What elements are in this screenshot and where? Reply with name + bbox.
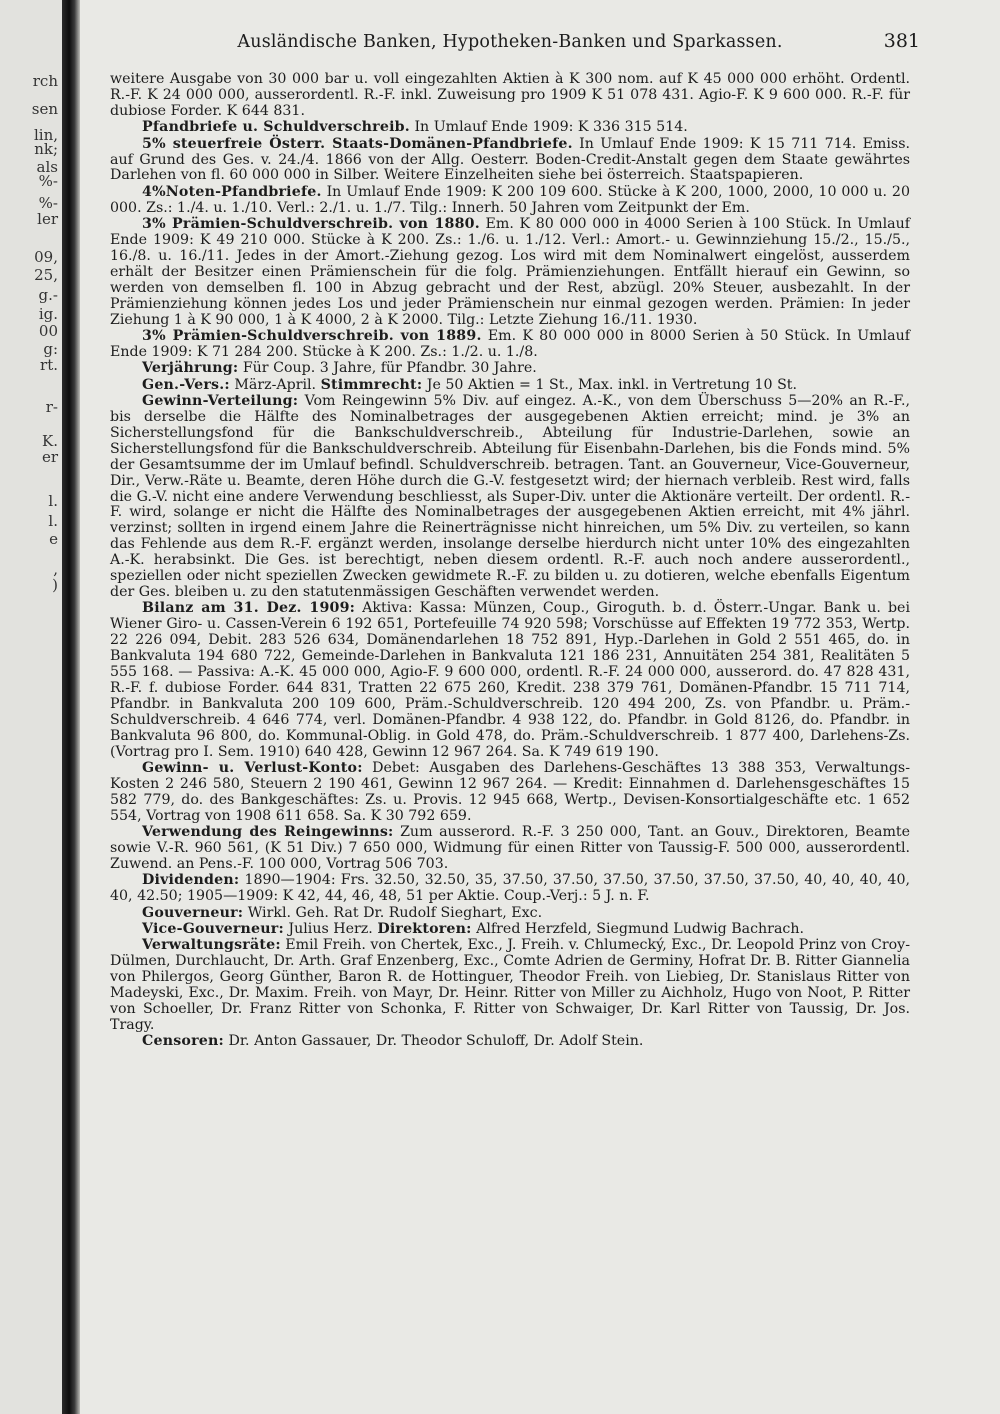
- gutter-fragment: lin,: [33, 126, 58, 144]
- paragraph-text: Wirkl. Geh. Rat Dr. Rudolf Sieghart, Exc.: [243, 904, 543, 921]
- text-paragraph: [110, 906, 910, 922]
- book-binding-shadow: [62, 0, 80, 1414]
- paragraph-text: In Umlauf Ende 1909: K 200 109 600. Stücke à K 200, 1000, 2000, 10 000 u. 20 000. Zs.: 1./4. u. 1./10. Verl.: 2./1. u. 1./7. Tilg.: Innerh. 50 Jahren vom Zeitpunkt der Em.: [110, 183, 910, 216]
- section-heading: Verwendung des Reingewinns:: [142, 824, 394, 841]
- section-heading: 4%Noten-Pfandbriefe.: [142, 183, 322, 200]
- gutter-fragment: ler: [37, 210, 58, 228]
- section-heading: Vice-Gouverneur:: [142, 921, 284, 938]
- text-paragraph: [110, 938, 910, 1033]
- text-paragraph: [110, 361, 910, 377]
- section-heading: Pfandbriefe u. Schuldverschreib.: [142, 119, 410, 136]
- gutter-fragment: l.: [48, 492, 58, 510]
- gutter-fragment: %-: [38, 172, 58, 190]
- section-heading: Gen.-Vers.:: [142, 376, 230, 393]
- paragraph-text: In Umlauf Ende 1909: K 15 711 714. Emiss. auf Grund des Ges. v. 24./4. 1866 von der Allg. Oesterr. Boden-Credit-Anstalt gegen dem Staate gewährtes Darlehen von fl. 60 000 000 in Silber. Weitere Einzelheiten siehe bei österreich. Staatspapieren.: [110, 135, 910, 184]
- paragraph-text: In Umlauf Ende 1909: K 336 315 514.: [409, 119, 688, 136]
- page-header: [100, 30, 920, 60]
- text-paragraph: [110, 329, 910, 361]
- gutter-fragment: er: [41, 448, 58, 466]
- paragraph-text: Je 50 Aktien = 1 St., Max. inkl. in Vertretung 10 St.: [422, 376, 798, 393]
- section-heading: Dividenden:: [142, 872, 240, 889]
- text-paragraph: [110, 394, 910, 601]
- paragraph-text: Em. K 80 000 000 in 4000 Serien à 100 Stück. In Umlauf Ende 1909: K 49 210 000. Stücke à K 200. Zs.: 1./6. u. 1./12. Verl.: Amort.- u. Gewinnziehung 15./2., 15./5., 16./8. u. 16./11. Jedes in der Amort.-Ziehung gezog. Los wird mit dem Nominalwert eingelöst, ausserdem erhält der Besitzer einen Prämienschein für die folg. Prämienziehungen. Entfällt hierauf ein Gewinn, so werden von demselben fl. 100 in Abzug gebracht und der Rest, abzügl. 20% Steuer, ausbezahlt. In der Prämienziehung können jedes Los und jeder Prämienschein nur einmal gezogen werden. Prämien: In jeder Ziehung 1 à K 90 000, 1 à K 4000, 2 à K 2000. Tilg.: Letzte Ziehung 16./11. 1930.: [110, 216, 910, 328]
- paragraph-text: Zum ausserord. R.-F. 3 250 000, Tant. an Gouv., Direktoren, Beamte sowie V.-R. 960 561, (K 51 Div.) 7 650 000, Widmung für einen Ritter von Taussig-F. 500 000, ausserordentl. Zuwend. an Pens.-F. 100 000, Vortrag 506 703.: [110, 824, 911, 872]
- text-paragraph: [110, 120, 910, 136]
- paragraph-text: 1890—1904: Frs. 32.50, 32.50, 35, 37.50, 37.50, 37.50, 37.50, 37.50, 37.50, 40, 40, 40, 40, 40, 42.50; 1905—1909: K 42, 44, 46, 48, 51 per Aktie. Coup.-Verj.: 5 J. n. F.: [110, 872, 910, 905]
- section-heading: Gewinn- u. Verlust-Konto:: [142, 759, 363, 776]
- paragraph-text: Emil Freih. von Chertek, Exc., J. Freih. v. Chlumecký, Exc., Dr. Leopold Prinz von Croy-Dülmen, Durchlaucht, Dr. Arth. Graf Enzenberg, Exc., Comte Adrien de Germiny, Hofrat Dr. B. Ritter Giannelia von Philergos, Georg Günther, Baron R. de Hottinguer, Theodor Freih. von Liebieg, Dr. Stanislaus Ritter von Madeyski, Exc., Dr. Maxim. Freih. von Mayr, Dr. Heinr. Ritter von Miller zu Aichholz, Hugo von Noot, P. Ritter von Schoeller, Dr. Franz Ritter von Schonka, F. Ritter von Schwaiger, Dr. Karl Ritter von Taussig, Dr. Jos. Tragy.: [110, 937, 910, 1033]
- text-paragraph: [110, 72, 910, 120]
- section-heading: Censoren:: [142, 1033, 224, 1050]
- text-paragraph: [110, 137, 910, 185]
- paragraph-text: Vom Reingewinn 5% Div. auf eingez. A.-K., von dem Überschuss 5—20% an R.-F., bis derselbe die Hälfte des Nominalbetrages der ausgegebenen Aktien erreicht; mind. je 3% an Sicherstellungsfond für die Bankschuldverschreib., Abteilung für Industrie-Darlehen, sowie an Sicherstellungsfond für die Bankschuldverschreib. Abteilung für Eisenbahn-Darlehen, bis die Fonds mind. 5% der Gesamtsumme der im Umlauf befindl. Schuldverschreib. betragen. Tant. an Gouverneur, Vice-Gouverneur, Dir., Verw.-Räte u. Beamte, deren Höhe durch die G.-V. festgesetzt wird; der hiernach verbleib. Rest wird, falls die G.-V. nicht eine andere Verwendung beschliesst, als Super-Div. unter die Aktionäre verteilt. Der ordentl. R.-F. wird, solange er nicht die Hälfte des Nominalbetrages der ausgegebenen Aktien erreicht, mit 4% jährl. verzinst; sollten in irgend einem Jahre die Reinerträgnisse nicht hinreichen, um 5% Div. zu verteilen, so kann das Fehlende aus dem R.-F. ergänzt werden, insolange derselbe hierdurch nicht unter 10% des eingezahlten A.-K. herabsinkt. Die Ges. ist berechtigt, neben diesem ordentl. R.-F. auch noch andere ausserordentl., speziellen oder nicht speziellen Zwecken gewidmete R.-F. zu bilden u. zu dotieren, welche ebenfalls Eigentum der Ges. bleiben u. zu den statutenmässigen Geschäften verwendet werden.: [110, 393, 910, 600]
- paragraph-text: März-April.: [229, 376, 321, 393]
- gutter-fragment: g.-: [38, 286, 58, 304]
- gutter-fragment: l.: [48, 512, 58, 530]
- running-title: Ausländische Banken, Hypotheken-Banken und Sparkassen.: [237, 32, 783, 52]
- paragraph-text: weitere Ausgabe von 30 000 bar u. voll eingezahlten Aktien à K 300 nom. auf K 45 000 000 erhöht. Ordentl. R.-F. K 24 000 000, ausserordentl. R.-F. inkl. Zuweisung pro 1909 K 51 078 431. Agio-F. K 9 600 000. R.-F. für dubiose Forder. K 644 831.: [110, 71, 910, 119]
- section-heading: Stimmrecht:: [320, 376, 423, 393]
- gutter-fragment: %-: [38, 194, 58, 212]
- gutter-fragment: ): [52, 576, 58, 594]
- gutter-fragment: nk;: [34, 140, 58, 158]
- section-heading: 5% steuerfreie Österr. Staats-Domänen-Pfandbriefe.: [142, 135, 573, 152]
- section-heading: Direktoren:: [377, 921, 472, 938]
- paragraph-text: Julius Herz.: [283, 921, 378, 938]
- text-paragraph: [110, 185, 910, 217]
- section-heading: 3% Prämien-Schuldverschreib. von 1880.: [142, 216, 480, 233]
- page-body: [110, 72, 910, 1051]
- section-heading: Bilanz am 31. Dez. 1909:: [142, 600, 356, 617]
- section-heading: 3% Prämien-Schuldverschreib. von 1889.: [142, 328, 482, 344]
- gutter-fragment: rt.: [40, 356, 58, 374]
- paragraph-text: Em. K 80 000 000 in 8000 Serien à 50 Stück. In Umlauf Ende 1909: K 71 284 200. Stücke à K 200. Zs.: 1./2. u. 1./8.: [110, 328, 911, 360]
- text-paragraph: [110, 761, 910, 825]
- gutter-fragment: 00: [38, 322, 58, 340]
- section-heading: Verjährung:: [142, 360, 239, 377]
- section-heading: Gewinn-Verteilung:: [142, 393, 299, 410]
- gutter-fragment: ig.: [38, 305, 58, 323]
- text-paragraph: [110, 1034, 910, 1050]
- page-number: 381: [883, 30, 920, 52]
- gutter-fragment: sen: [31, 100, 58, 118]
- gutter-fragment: 09,: [34, 248, 58, 266]
- gutter-fragment: r-: [45, 398, 58, 416]
- text-paragraph: [110, 601, 910, 760]
- paragraph-text: Dr. Anton Gassauer, Dr. Theodor Schuloff, Dr. Adolf Stein.: [223, 1033, 644, 1050]
- paragraph-text: Aktiva: Kassa: Münzen, Coup., Giroguth. b. d. Österr.-Ungar. Bank u. bei Wiener Giro- u. Cassen-Verein 6 192 651, Portefeuille 74 920 598; Vorschüsse auf Effekten 19 772 353, Wertp. 22 226 094, Debit. 283 526 634, Domänendarlehen 18 752 891, Hyp.-Darlehen in Gold 2 551 465, do. in Bankvaluta 194 680 722, Gemeinde-Darlehen in Bankvaluta 121 186 231, Annuitäten 254 381, Realitäten 5 555 168. — Passiva: A.-K. 45 000 000, Agio-F. 9 600 000, ordentl. R.-F. 24 000 000, ausserord. do. 47 828 431, R.-F. f. dubiose Forder. 644 831, Tratten 22 675 260, Kredit. 238 379 761, Domänen-Pfandbr. 15 711 714, Pfandbr. in Bankvaluta 200 109 600, Präm.-Schuldverschreib. 120 494 200, Zs. von Pfandbr. u. Präm.-Schuldverschreib. 4 646 774, verl. Domänen-Pfandbr. 4 938 122, do. Pfandbr. in Gold 8126, do. Pfandbr. in Bankvaluta 96 800, do. Kommunal-Oblig. in Gold 478, do. Präm.-Schuldverschreib. 1 877 400, Darlehens-Zs. (Vortrag pro I. Sem. 1910) 640 428, Gewinn 12 967 264. Sa. K 749 619 190.: [110, 600, 910, 760]
- gutter-fragment: 25,: [34, 266, 58, 284]
- previous-page-gutter: [0, 0, 66, 1414]
- gutter-fragment: e: [49, 530, 58, 548]
- text-paragraph: [110, 378, 910, 394]
- paragraph-text: Alfred Herzfeld, Siegmund Ludwig Bachrach.: [471, 921, 805, 938]
- gutter-fragment: als: [36, 158, 58, 176]
- section-heading: Verwaltungsräte:: [142, 937, 281, 954]
- gutter-fragment: K.: [42, 432, 58, 450]
- paragraph-text: Für Coup. 3 Jahre, für Pfandbr. 30 Jahre.: [238, 360, 537, 377]
- gutter-fragment: g:: [43, 340, 58, 358]
- text-paragraph: [110, 825, 910, 873]
- text-paragraph: [110, 217, 910, 328]
- paragraph-text: Debet: Ausgaben des Darlehens-Geschäftes 13 388 353, Verwaltungs-Kosten 2 246 580, Steuern 2 190 461, Gewinn 12 967 264. — Kredit: Einnahmen d. Darlehensgeschäftes 15 582 779, do. des Bankgeschäftes: Zs. u. Provis. 12 945 668, Wertp., Devisen-Konsortialgeschäfte etc. 1 652 554, Vortrag von 1908 611 658. Sa. K 30 792 659.: [110, 759, 910, 824]
- text-paragraph: [110, 873, 910, 905]
- text-paragraph: [110, 922, 910, 938]
- gutter-fragment: rch: [32, 72, 58, 90]
- gutter-fragment: ,: [53, 560, 58, 578]
- section-heading: Gouverneur:: [142, 904, 244, 921]
